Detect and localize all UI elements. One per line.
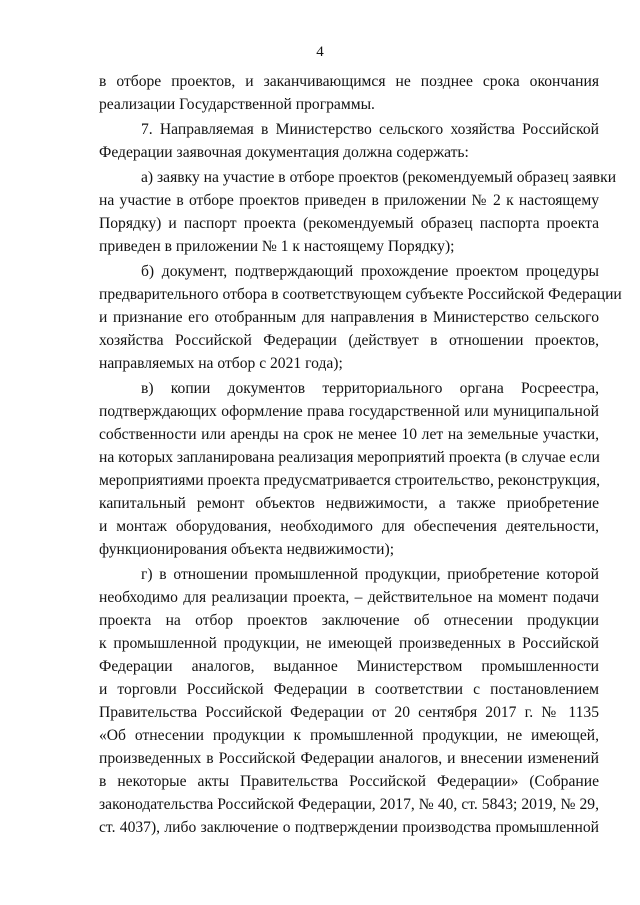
paragraph-item-g	[99, 563, 599, 839]
text-line: и монтаж оборудования, необходимого для обеспечения деятельности,	[99, 518, 599, 535]
paragraph-item-a	[99, 166, 617, 258]
text-line: необходимо для реализации проекта, – действительное на момент подачи	[99, 589, 599, 606]
text-line: 7. Направляемая в Министерство сельского хозяйства Российской	[141, 121, 599, 138]
text-line: мероприятиями проекта предусматривается строительство, реконструкция,	[99, 472, 601, 489]
text-line: в) копии документов территориального органа Росреестра,	[141, 380, 599, 397]
document-body	[99, 70, 622, 839]
text-line: направляемых на отбор с 2021 года);	[99, 355, 343, 372]
paragraph-continuation	[99, 70, 599, 116]
text-line: собственности или аренды на срок не менее 10 лет на земельные участки,	[99, 426, 599, 443]
text-line: Федерации заявочная документация должна содержать:	[99, 144, 469, 161]
text-line: а) заявку на участие в отборе проектов (рекомендуемый образец заявки	[141, 169, 617, 186]
text-line: на которых запланирована реализация мероприятий проекта (в случае если	[99, 449, 600, 466]
text-line: капитальный ремонт объектов недвижимости, а также приобретение	[99, 495, 599, 512]
text-line: реализации Государственной программы.	[99, 96, 375, 113]
paragraph-item-7	[99, 118, 599, 164]
text-line: и торговли Российской Федерации в соответствии с постановлением	[99, 681, 599, 698]
text-line: произведенных в Российской Федерации аналогов, и внесении изменений	[99, 750, 599, 767]
text-line: на участие в отборе проектов приведен в приложении № 2 к настоящему	[99, 192, 599, 209]
text-line: в отборе проектов, и заканчивающимся не позднее срока окончания	[99, 73, 599, 90]
text-line: г) в отношении промышленной продукции, приобретение которой	[141, 566, 599, 583]
text-line: и признание его отобранным для направления в Министерство сельского	[99, 309, 599, 326]
text-line: в некоторые акты Правительства Российской Федерации» (Собрание	[99, 773, 599, 790]
text-line: «Об отнесении продукции к промышленной продукции, не имеющей,	[99, 727, 599, 744]
text-line: ст. 4037), либо заключение о подтверждении производства промышленной	[99, 819, 599, 836]
page-number: 4	[316, 44, 324, 60]
text-line: предварительного отбора в соответствующем субъекте Российской Федерации	[99, 286, 622, 303]
text-line: подтверждающих оформление права государственной или муниципальной	[99, 403, 599, 420]
text-line: хозяйства Российской Федерации (действует в отношении проектов,	[99, 332, 599, 349]
text-line: б) документ, подтверждающий прохождение проектом процедуры	[141, 263, 599, 280]
paragraph-item-v	[99, 377, 599, 561]
text-line: функционирования объекта недвижимости);	[99, 541, 395, 558]
text-line: законодательства Российской Федерации, 2017, № 40, ст. 5843; 2019, № 29,	[99, 796, 599, 813]
text-line: проекта на отбор проектов заключение об отнесении продукции	[99, 612, 599, 629]
text-line: к промышленной продукции, не имеющей произведенных в Российской	[99, 635, 599, 652]
paragraph-item-b	[99, 260, 622, 375]
text-line: приведен в приложении № 1 к настоящему Порядку);	[99, 238, 455, 255]
text-line: Федерации аналогов, выданное Министерством промышленности	[99, 658, 599, 675]
text-line: Порядку) и паспорт проекта (рекомендуемый образец паспорта проекта	[99, 215, 599, 232]
text-line: Правительства Российской Федерации от 20 сентября 2017 г. № 1135	[99, 704, 599, 721]
